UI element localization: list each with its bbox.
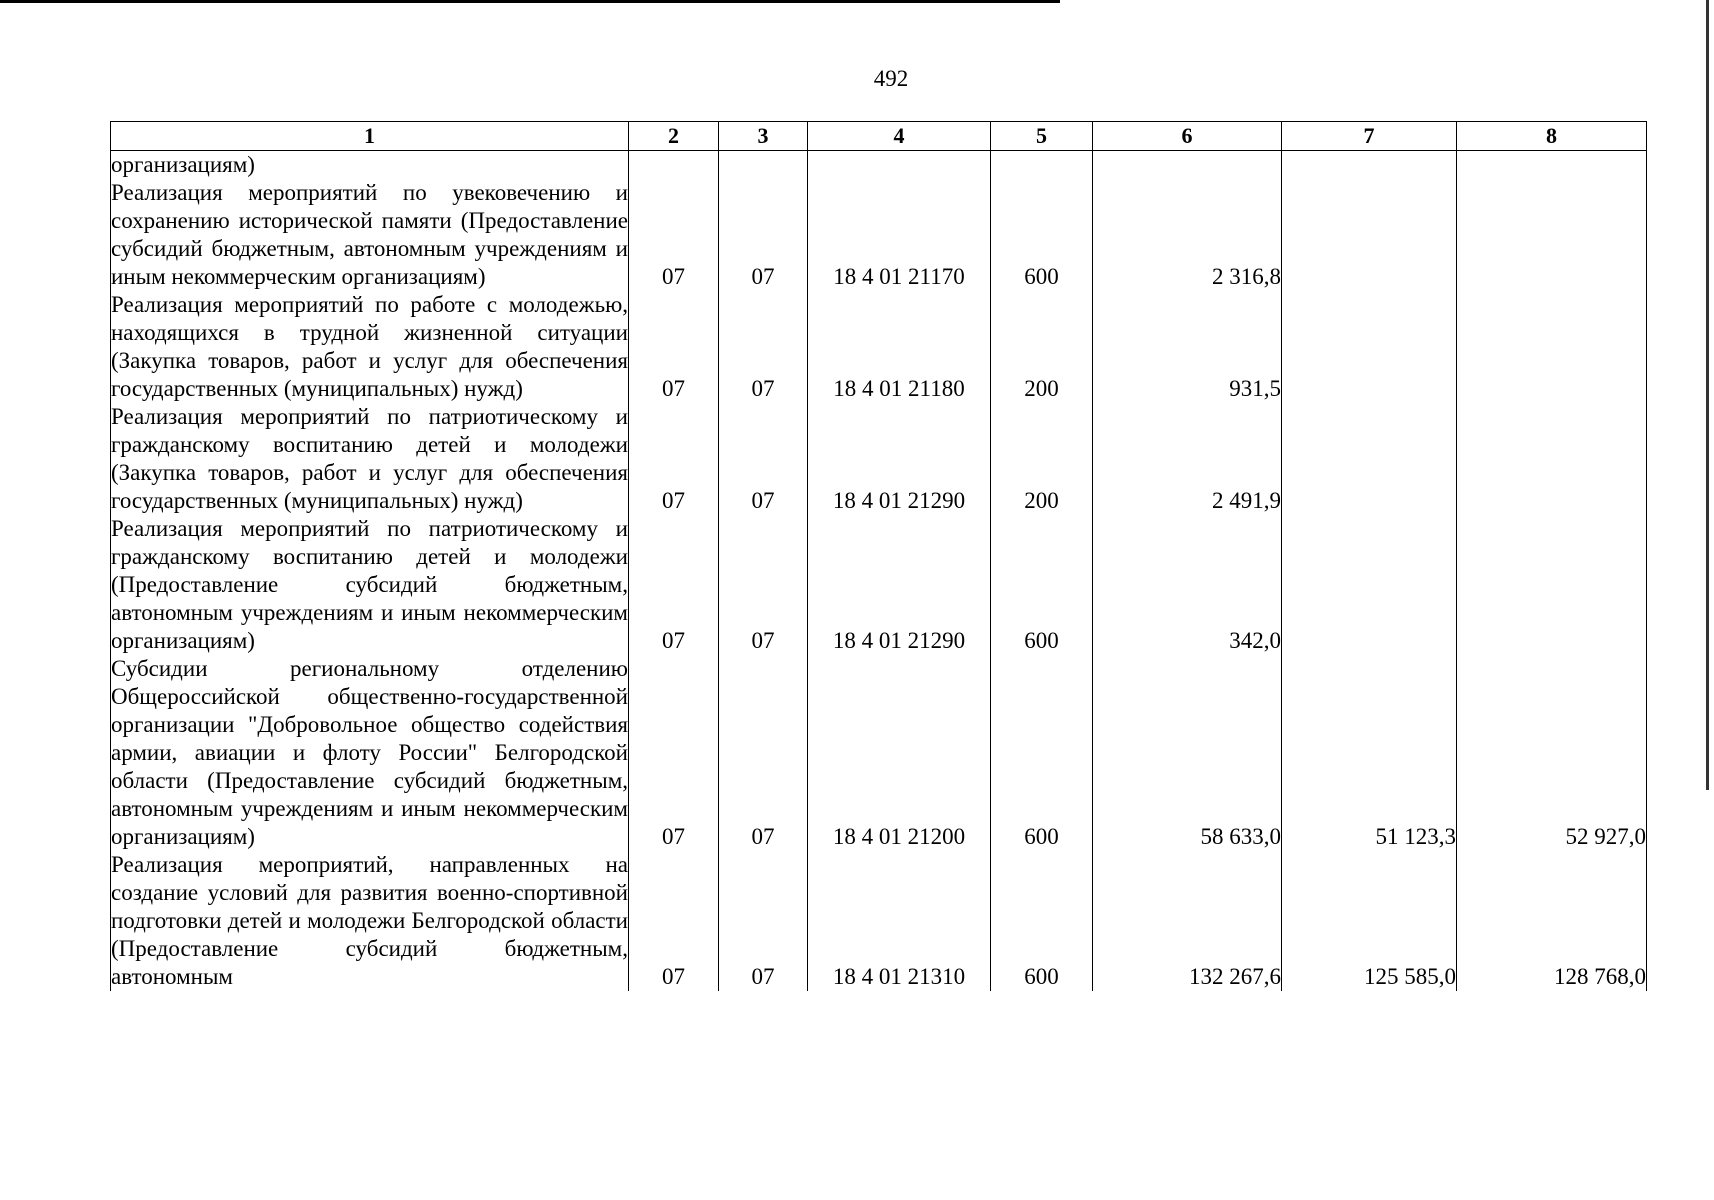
row-description: Субсидии региональному отделению Общероссийской общественно-государственной организации "Добровольное общество содействия армии, авиации и флоту России" Белгородской области (Предоставление субсидий бюджетным, автономным учреждениям и иным некоммерческим организациям) xyxy=(111,656,628,849)
col-header-4: 4 xyxy=(808,122,991,151)
cell-expense-type: 200 xyxy=(991,403,1093,515)
cell-target-article: 18 4 01 21310 xyxy=(808,851,991,991)
cell-section: 07 xyxy=(629,291,719,403)
cell-target-article: 18 4 01 21290 xyxy=(808,515,991,655)
cell-section: 07 xyxy=(629,851,719,991)
cell-expense-type: 200 xyxy=(991,291,1093,403)
cell-subsection: 07 xyxy=(719,515,808,655)
cell-section: 07 xyxy=(629,655,719,851)
row-description: Реализация мероприятий, направленных на создание условий для развития военно-спортивной подготовки детей и молодежи Белгородской области (Предоставление субсидий бюджетным, автономным xyxy=(111,852,628,989)
cell-expense-type: 600 xyxy=(991,851,1093,991)
cell-target-article: 18 4 01 21290 xyxy=(808,403,991,515)
cell-amount-7 xyxy=(1282,179,1457,291)
table-row xyxy=(111,851,1647,991)
cell-subsection: 07 xyxy=(719,655,808,851)
budget-table-container xyxy=(110,121,1646,1107)
cell-amount-6 xyxy=(1093,151,1282,180)
cell-amount-6: 132 267,6 xyxy=(1093,851,1282,991)
cell-amount-8 xyxy=(1457,151,1647,180)
cell-amount-7 xyxy=(1282,403,1457,515)
top-rule xyxy=(0,0,1060,3)
col-header-7: 7 xyxy=(1282,122,1457,151)
cell-expense-type: 600 xyxy=(991,515,1093,655)
cell-amount-7 xyxy=(1282,291,1457,403)
cell-amount-8 xyxy=(1457,403,1647,515)
cell-section: 07 xyxy=(629,179,719,291)
budget-table xyxy=(110,121,1647,991)
table-row xyxy=(111,291,1647,403)
cell-amount-7: 125 585,0 xyxy=(1282,851,1457,991)
cell-section xyxy=(629,151,719,180)
cell-subsection: 07 xyxy=(719,291,808,403)
cell-amount-7 xyxy=(1282,515,1457,655)
table-row xyxy=(111,151,1647,180)
cell-section: 07 xyxy=(629,515,719,655)
cell-amount-8 xyxy=(1457,179,1647,291)
row-description: Реализация мероприятий по увековечению и сохранению исторической памяти (Предоставление субсидий бюджетным, автономным учреждениям и иным некоммерческим организациям) xyxy=(111,180,628,289)
table-row xyxy=(111,179,1647,291)
cell-target-article: 18 4 01 21200 xyxy=(808,655,991,851)
cell-subsection: 07 xyxy=(719,851,808,991)
cell-target-article: 18 4 01 21180 xyxy=(808,291,991,403)
cell-subsection: 07 xyxy=(719,403,808,515)
col-header-3: 3 xyxy=(719,122,808,151)
cell-amount-8 xyxy=(1457,291,1647,403)
cell-amount-8: 52 927,0 xyxy=(1457,655,1647,851)
cell-expense-type xyxy=(991,151,1093,180)
table-row xyxy=(111,655,1647,851)
cell-amount-6: 58 633,0 xyxy=(1093,655,1282,851)
cell-subsection: 07 xyxy=(719,179,808,291)
header-row xyxy=(111,122,1647,151)
row-description: Реализация мероприятий по патриотическому и гражданскому воспитанию детей и молодежи (Закупка товаров, работ и услуг для обеспечения государственных (муниципальных) нужд) xyxy=(111,404,628,513)
cell-amount-7: 51 123,3 xyxy=(1282,655,1457,851)
table-row xyxy=(111,403,1647,515)
cell-amount-7 xyxy=(1282,151,1457,180)
row-description: Реализация мероприятий по работе с молодежью, находящихся в трудной жизненной ситуации (Закупка товаров, работ и услуг для обеспечения государственных (муниципальных) нужд) xyxy=(111,292,628,401)
cell-amount-6: 931,5 xyxy=(1093,291,1282,403)
table-row xyxy=(111,515,1647,655)
cell-target-article: 18 4 01 21170 xyxy=(808,179,991,291)
col-header-5: 5 xyxy=(991,122,1093,151)
cell-amount-6: 2 491,9 xyxy=(1093,403,1282,515)
col-header-8: 8 xyxy=(1457,122,1647,151)
cell-subsection xyxy=(719,151,808,180)
cell-amount-6: 342,0 xyxy=(1093,515,1282,655)
col-header-1: 1 xyxy=(111,122,629,151)
cell-amount-8: 128 768,0 xyxy=(1457,851,1647,991)
cell-target-article xyxy=(808,151,991,180)
cell-amount-8 xyxy=(1457,515,1647,655)
col-header-6: 6 xyxy=(1093,122,1282,151)
scan-edge-line xyxy=(1706,0,1709,790)
row-description: организациям) xyxy=(111,151,629,180)
cell-expense-type: 600 xyxy=(991,179,1093,291)
cell-amount-6: 2 316,8 xyxy=(1093,179,1282,291)
row-description: Реализация мероприятий по патриотическому и гражданскому воспитанию детей и молодежи (Предоставление субсидий бюджетным, автономным учреждениям и иным некоммерческим организациям) xyxy=(111,516,628,653)
cell-section: 07 xyxy=(629,403,719,515)
col-header-2: 2 xyxy=(629,122,719,151)
page-number: 492 xyxy=(873,66,909,91)
cell-expense-type: 600 xyxy=(991,655,1093,851)
